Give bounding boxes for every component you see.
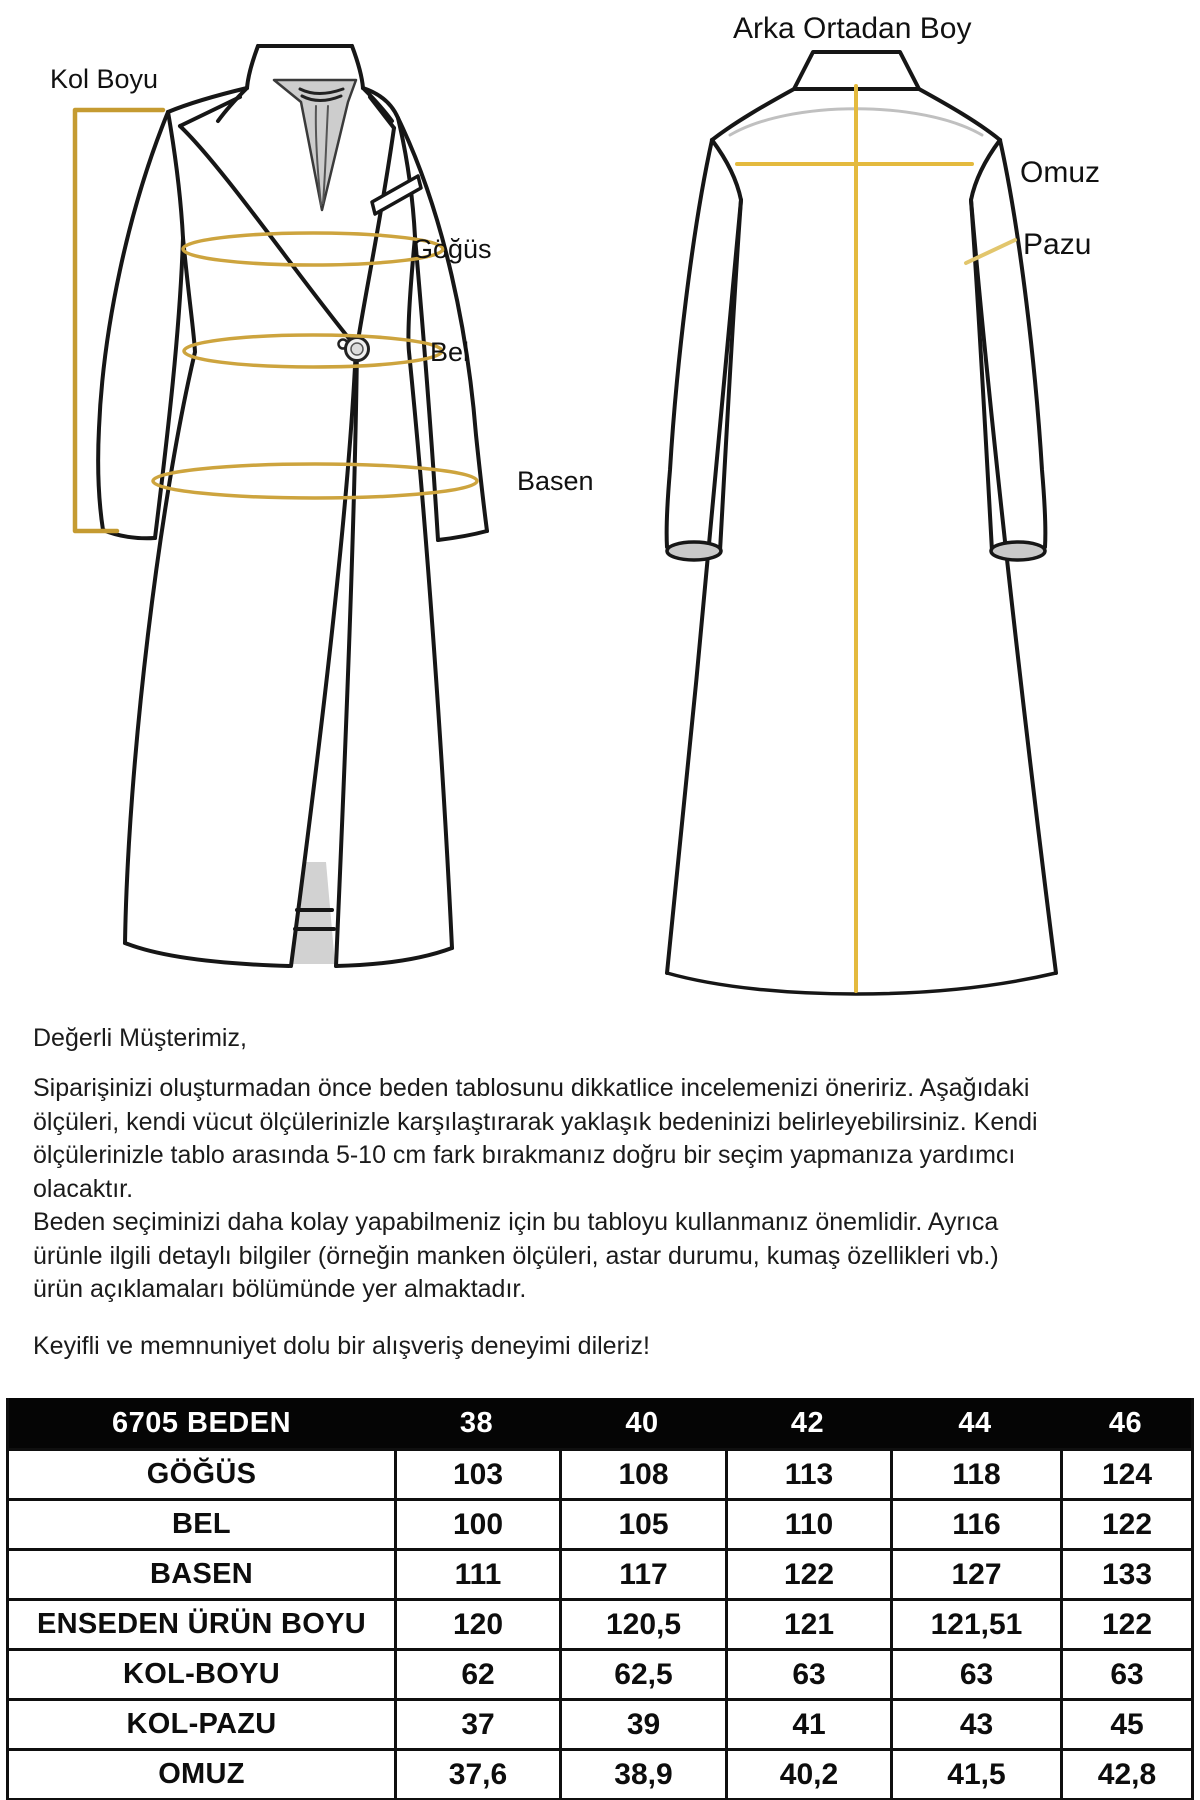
measure-label: BEL [172, 1508, 231, 1540]
measure-value: 62 [394, 1651, 559, 1698]
measure-value: 41,5 [890, 1751, 1060, 1798]
measure-value: 105 [559, 1501, 725, 1548]
measure-label: KOL-PAZU [126, 1708, 277, 1740]
measure-value: 37,6 [394, 1751, 559, 1798]
measure-value: 42,8 [1060, 1751, 1191, 1798]
measure-value: 43 [890, 1701, 1060, 1748]
sleeve-length-bracket [75, 110, 163, 531]
measure-value: 121,51 [890, 1601, 1060, 1648]
measure-value: 121 [725, 1601, 890, 1648]
back-body [667, 89, 1056, 973]
size-table-title: 6705 BEDEN [111, 1406, 292, 1439]
measure-value: 122 [725, 1551, 890, 1598]
note-line: ürün açıklamaları bölümünde yer almaktadır. [33, 1275, 527, 1303]
measure-value: 122 [1060, 1601, 1191, 1648]
table-row [9, 1648, 1191, 1698]
measure-label: GÖĞÜS [146, 1458, 257, 1490]
measure-value: 120,5 [559, 1601, 725, 1648]
label-back-length: Arka Ortadan Boy [733, 12, 972, 45]
measure-value: 124 [1060, 1451, 1191, 1498]
measure-value: 63 [890, 1651, 1060, 1698]
measure-value: 38,9 [559, 1751, 725, 1798]
measure-value: 127 [890, 1551, 1060, 1598]
measure-value: 122 [1060, 1501, 1191, 1548]
size-column-header: 44 [958, 1406, 992, 1439]
waist-ellipse [184, 335, 442, 367]
size-table-header [9, 1398, 1191, 1448]
measure-value: 133 [1060, 1551, 1191, 1598]
note-line: ölçülerinizle tablo arasında 5-10 cm fark bırakmanız doğru bir seçim yapmanıza yardımcı [33, 1141, 1016, 1169]
measure-value: 113 [725, 1451, 890, 1498]
measure-value: 63 [1060, 1651, 1191, 1698]
measure-value: 63 [725, 1651, 890, 1698]
measure-value: 110 [725, 1501, 890, 1548]
hip-ellipse [153, 464, 477, 498]
measurement-ellipses [153, 233, 477, 498]
measure-value: 40,2 [725, 1751, 890, 1798]
measure-label: BASEN [149, 1558, 253, 1590]
measure-value: 111 [394, 1551, 559, 1598]
measure-value: 103 [394, 1451, 559, 1498]
table-row [9, 1698, 1191, 1748]
table-row [9, 1748, 1191, 1798]
closing-message: Keyifli ve memnuniyet dolu bir alışveriş deneyimi dileriz! [33, 1332, 650, 1360]
label-shoulder: Omuz [1020, 156, 1101, 189]
measure-value: 39 [559, 1701, 725, 1748]
label-sleeve-length: Kol Boyu [50, 64, 159, 94]
size-column-header: 38 [459, 1406, 494, 1439]
back-collar [794, 52, 919, 89]
measure-value: 100 [394, 1501, 559, 1548]
measure-value: 37 [394, 1701, 559, 1748]
measure-value: 120 [394, 1601, 559, 1648]
label-waist: Bel [430, 337, 470, 367]
measure-value: 62,5 [559, 1651, 725, 1698]
measure-value: 41 [725, 1701, 890, 1748]
back-right-cuff [991, 542, 1045, 560]
note-line: Beden seçiminizi daha kolay yapabilmeniz için bu tabloyu kullanmanız önemlidir. Ayrıca [33, 1208, 999, 1236]
front-button [339, 338, 369, 361]
chest-ellipse [183, 233, 443, 265]
table-row [9, 1598, 1191, 1648]
front-lapels [180, 97, 394, 347]
size-table [6, 1398, 1194, 1800]
back-left-cuff [667, 542, 721, 560]
note-body [33, 1072, 1038, 1307]
size-column-header: 40 [625, 1406, 659, 1439]
note-line: olacaktır. [33, 1174, 134, 1203]
table-row [9, 1448, 1191, 1498]
size-table-body [9, 1448, 1191, 1798]
measure-label: ENSEDEN ÜRÜN BOYU [37, 1608, 366, 1640]
customer-greeting: Değerli Müşterimiz, [33, 1024, 247, 1052]
size-column-header: 42 [790, 1406, 825, 1439]
table-row [9, 1548, 1191, 1598]
front-hem [125, 347, 452, 966]
label-bicep: Pazu [1023, 228, 1092, 261]
label-chest: Göğüs [412, 234, 492, 264]
measure-value: 45 [1060, 1701, 1191, 1748]
size-column-header: 46 [1108, 1406, 1143, 1439]
back-hem [667, 973, 1056, 994]
note-line: ürünle ilgili detaylı bilgiler (örneğin manken ölçüleri, astar durumu, kumaş özellikleri vb.) [33, 1241, 999, 1270]
measure-label: KOL-BOYU [122, 1658, 281, 1690]
label-hip: Basen [517, 466, 594, 496]
measure-value: 118 [890, 1451, 1060, 1498]
table-row [9, 1498, 1191, 1548]
measure-value: 117 [559, 1551, 725, 1598]
measure-label: OMUZ [158, 1758, 245, 1790]
measure-value: 116 [890, 1501, 1060, 1548]
note-line: ölçüleri, kendi vücut ölçülerinizle karşılaştırarak yaklaşık bedeninizi belirleyebilirsiniz. Kendi [33, 1107, 1038, 1136]
measure-value: 108 [559, 1451, 725, 1498]
note-line: Siparişinizi oluşturmadan önce beden tablosunu dikkatlice incelemenizi öneririz. Aşağıdaki [33, 1074, 1030, 1102]
